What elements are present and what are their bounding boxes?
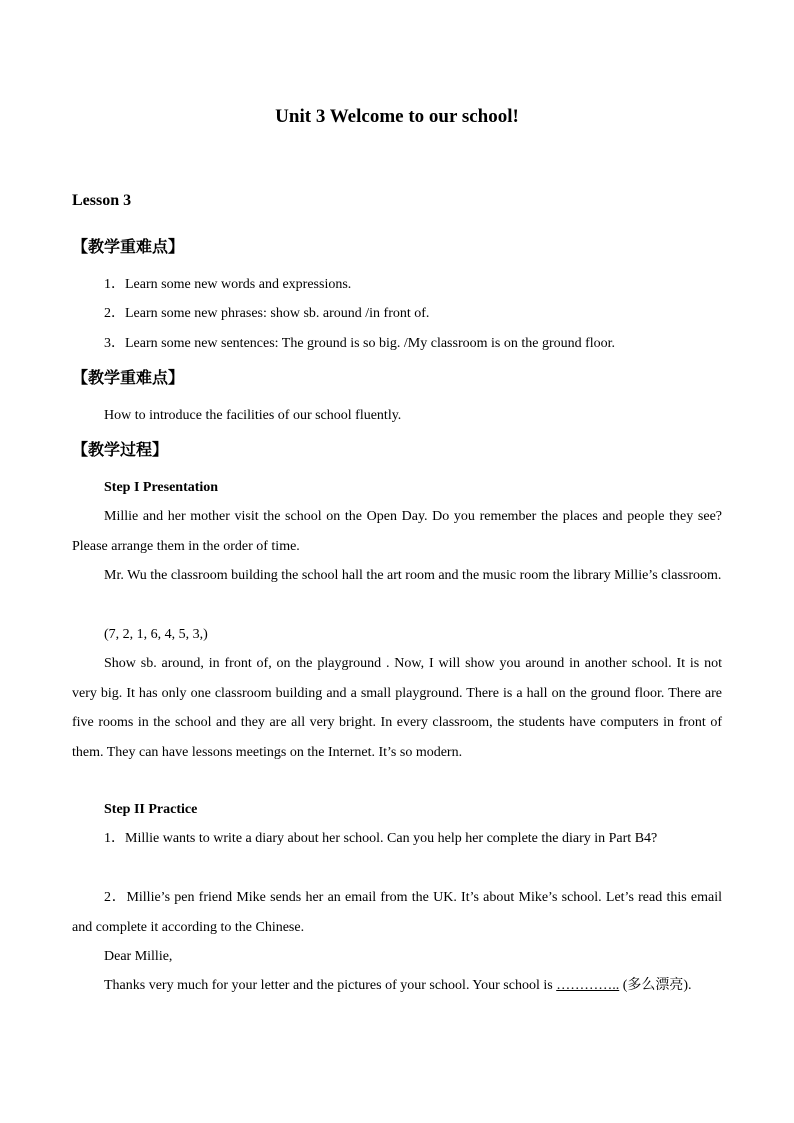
letter-salutation: Dear Millie, — [104, 949, 173, 964]
letter-text: Thanks very much for your letter and the pictures of your school. Your school is — [104, 978, 557, 993]
step1-order: (7, 2, 1, 6, 4, 5, 3,) — [104, 627, 208, 642]
key-point-item: 3．Learn some new sentences: The ground is so big. /My classroom is on the ground floor. — [104, 336, 616, 351]
lesson-label: Lesson 3 — [72, 192, 132, 209]
key-point-item: 2．Learn some new phrases: show sb. around /in front of. — [104, 306, 430, 321]
step2-title: Step II Practice — [104, 802, 198, 817]
step1-places: Mr. Wu the classroom building the school hall the art room and the music room the library Millie’s classroom. — [104, 568, 722, 583]
process-heading: 【教学过程】 — [72, 440, 169, 459]
step1-title: Step I Presentation — [104, 480, 219, 495]
difficult-points-heading: 【教学重难点】 — [72, 368, 185, 387]
difficult-points-text: How to introduce the facilities of our school fluently. — [104, 408, 402, 423]
answer-blank: ………….. — [556, 978, 620, 993]
letter-body — [72, 971, 722, 1001]
step2-question-1: 1．Millie wants to write a diary about her school. Can you help her complete the diary in Part B4? — [104, 831, 658, 846]
key-point-item: 1．Learn some new words and expressions. — [104, 277, 352, 292]
step1-paragraph: Millie and her mother visit the school on the Open Day. Do you remember the places and people they see? Please arrange them in the order of time. — [72, 509, 722, 554]
chinese-hint: (多么漂亮). — [619, 978, 692, 993]
step1-reading: Show sb. around, in front of, on the playground . Now, I will show you around in another school. It is not very big. It has only one classroom building and a small playground. There is a hall on the ground floor. There are five rooms in the school and they are all very bright. In every classroom, the students have computers in front of them. They can have lessons meetings on the Internet. It’s so modern. — [72, 656, 722, 760]
page-title: Unit 3 Welcome to our school! — [275, 106, 519, 127]
key-points-heading: 【教学重难点】 — [72, 237, 185, 256]
step2-question-2: 2．Millie’s pen friend Mike sends her an email from the UK. It’s about Mike’s school. Let’s read this email and complete it according to the Chinese. — [72, 890, 722, 935]
